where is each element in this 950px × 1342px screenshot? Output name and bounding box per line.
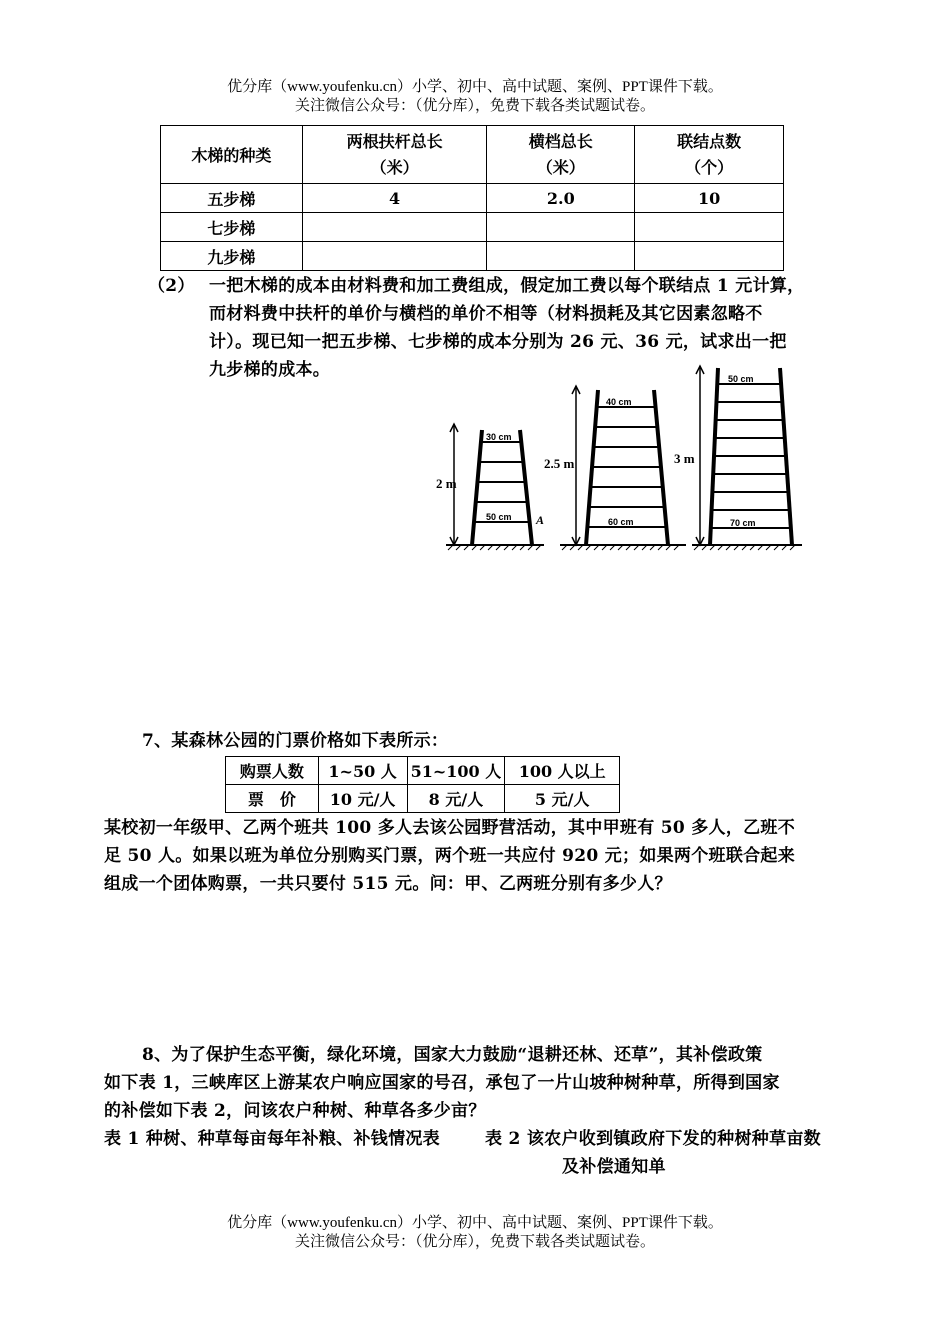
ladder-3-top-label: 50 cm — [728, 374, 754, 384]
ladder-3-bottom-label: 70 cm — [730, 518, 756, 528]
ladder-header-rail — [302, 126, 487, 184]
footer-line-2: 关注微信公众号：（优分库），免费下载各类试题试卷。 — [294, 1234, 655, 1250]
question7-text — [104, 814, 864, 898]
question8-line: 8、为了保护生态平衡，绿化环境，国家大力鼓励“退耕还林、还草”，其补偿政策 — [142, 1045, 763, 1065]
table-cell: 4 — [302, 184, 487, 213]
ladder-header-rung — [487, 126, 635, 184]
table-cell: 购票人数 — [226, 757, 319, 785]
table-row — [226, 785, 620, 813]
table-cell — [302, 242, 487, 271]
ladder-header-rail-unit: （米） — [370, 157, 419, 177]
table-row — [161, 184, 784, 213]
table-cell: 100 人以上 — [505, 757, 620, 785]
table-cell: 票 价 — [226, 785, 319, 813]
table-cell: 五步梯 — [161, 184, 303, 213]
question7-title: 7、某森林公园的门票价格如下表所示： — [142, 731, 449, 751]
ladder-1-bottom-label: 50 cm — [486, 512, 512, 522]
table-cell — [302, 213, 487, 242]
table1-caption: 表 1 种树、种草每亩每年补粮、补钱情况表 — [104, 1129, 440, 1149]
table-row — [226, 757, 620, 785]
ladder-header-rung-unit: （米） — [536, 157, 585, 177]
ladder-header-joints-unit: （个） — [685, 157, 734, 177]
table-cell — [635, 242, 784, 271]
table-cell — [487, 213, 635, 242]
footer-line-1: 优分库（www.youfenku.cn）小学、初中、高中试题、案例、PPT课件下载。 — [227, 1215, 723, 1231]
ladder-header-rail-top: 两根扶杆总长 — [346, 131, 443, 151]
question2-line: 计）。现已知一把五步梯、七步梯的成本分别为 26 元、36 元，试求出一把 — [209, 332, 787, 352]
question8-text — [104, 1041, 864, 1125]
table-row — [161, 213, 784, 242]
table-cell: 10 — [635, 184, 784, 213]
ladder-header-joints-top: 联结点数 — [677, 131, 742, 151]
table-cell: 九步梯 — [161, 242, 303, 271]
ladder-header-joints — [635, 126, 784, 184]
table-cell: 七步梯 — [161, 213, 303, 242]
ladder-1 — [450, 424, 532, 545]
table-cell — [635, 213, 784, 242]
question8-line: 的补偿如下表 2，问该农户种树、种草各多少亩？ — [104, 1101, 486, 1121]
ticket-price-table — [225, 756, 620, 813]
question2-line: 而材料费中扶杆的单价与横档的单价不相等（材料损耗及其它因素忽略不 — [209, 304, 763, 324]
table-row — [161, 242, 784, 271]
ladder-1-point-label: A — [536, 513, 545, 527]
ladder-1-rail-right — [520, 430, 532, 545]
table-cell: 2.0 — [487, 184, 635, 213]
table-cell: 10 元/人 — [318, 785, 407, 813]
ladders-figure — [430, 362, 810, 552]
ladder-1-top-label: 30 cm — [486, 432, 512, 442]
table-cell: 8 元/人 — [407, 785, 505, 813]
ladder-2-bottom-label: 60 cm — [608, 517, 634, 527]
question7-line: 某校初一年级甲、乙两个班共 100 多人去该公园野营活动，其中甲班有 50 多人，乙班不 — [104, 818, 796, 838]
table-cell — [487, 242, 635, 271]
table-cell: 1~50 人 — [318, 757, 407, 785]
question7-line: 组成一个团体购票，一共只要付 515 元。问：甲、乙两班分别有多少人？ — [104, 874, 672, 894]
ladder-1-rail-left — [472, 430, 482, 545]
question7-line: 足 50 人。如果以班为单位分别购买门票，两个班一共应付 920 元；如果两个班联合起来 — [104, 846, 796, 866]
ladder-3-height-label: 3 m — [674, 451, 695, 466]
question2-line: 一把木梯的成本由材料费和加工费组成，假定加工费以每个联结点 1 元计算， — [209, 276, 805, 296]
question8-line: 如下表 1，三峡库区上游某农户响应国家的号召，承包了一片山坡种树种草，所得到国家 — [104, 1073, 780, 1093]
ladder-header-type: 木梯的种类 — [161, 126, 303, 184]
ladder-table-header-row — [161, 126, 784, 184]
table-cell: 51~100 人 — [407, 757, 505, 785]
ladder-2-height-label: 2.5 m — [544, 456, 575, 471]
header-line-2: 关注微信公众号：（优分库），免费下载各类试题试卷。 — [294, 98, 655, 114]
header-line-1: 优分库（www.youfenku.cn）小学、初中、高中试题、案例、PPT课件下载。 — [227, 79, 723, 95]
table2-caption-b: 及补偿通知单 — [562, 1157, 666, 1177]
ladder-header-rung-top: 横档总长 — [528, 131, 593, 151]
ladder-1-height-label: 2 m — [436, 476, 457, 491]
ladder-2-top-label: 40 cm — [606, 397, 632, 407]
question2-number: （2） — [148, 276, 195, 296]
ladder-table — [160, 125, 784, 271]
table2-caption-a: 表 2 该农户收到镇政府下发的种树种草亩数 — [485, 1129, 821, 1149]
question2-line: 九步梯的成本。 — [209, 360, 331, 380]
table-cell: 5 元/人 — [505, 785, 620, 813]
